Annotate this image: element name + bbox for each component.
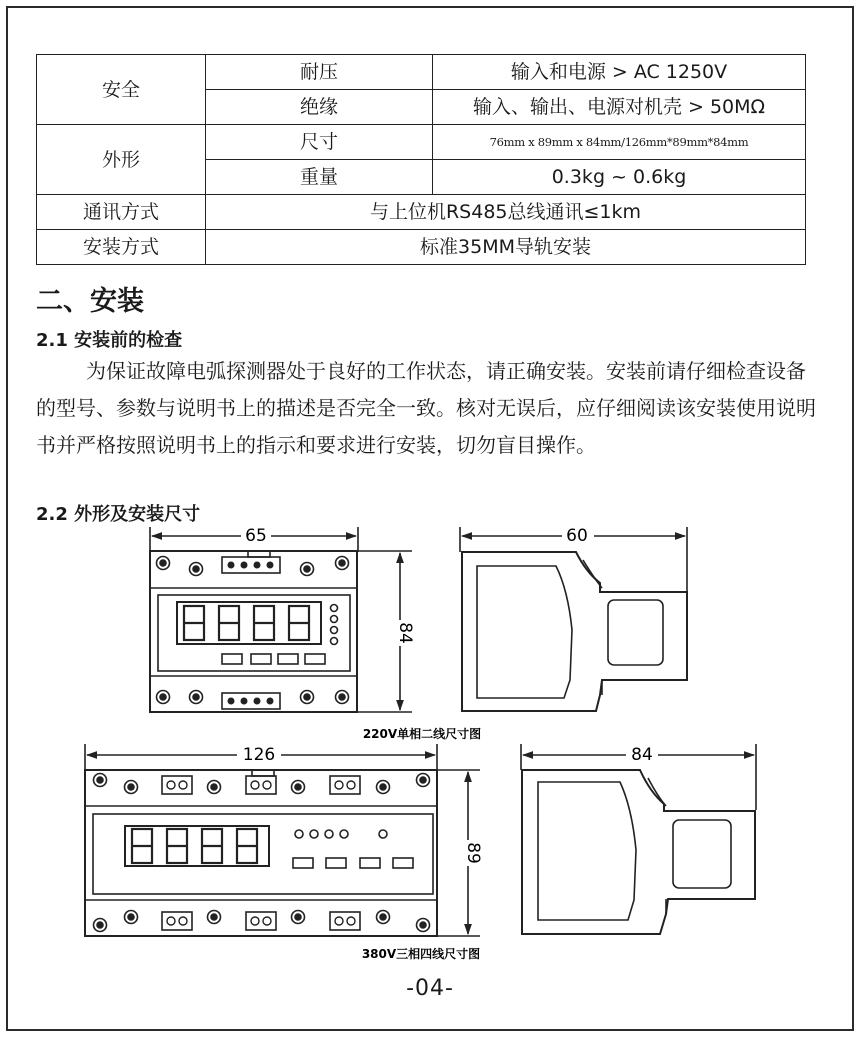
subsection-2-1-title: 2.1 安装前的检查 xyxy=(36,330,183,351)
dim-height-84: 84 xyxy=(395,622,415,644)
page-number: -04- xyxy=(406,976,454,1001)
caption-220v: 220V单相二线尺寸图 xyxy=(362,727,482,741)
install-check-text: 为保证故障电弧探测器处于良好的工作状态，请正确安装。安装前请仔细检查设备的型号、参数与说明书上的描述是否完全一致。核对无误后，应仔细阅读该安装使用说明书并严格按照说明书上的指示和要求进行安装，切勿盲目操作。 xyxy=(36,359,816,457)
withstand-value: 输入和电源 > AC 1250V xyxy=(433,55,806,90)
dim-width-126: 126 xyxy=(242,745,276,765)
caption-380v: 380V三相四线尺寸图 xyxy=(361,947,481,961)
withstand-label: 耐压 xyxy=(206,55,433,90)
comm-value: 与上位机RS485总线通讯≤1km xyxy=(206,195,806,230)
weight-value: 0.3kg ~ 0.6kg xyxy=(433,160,806,195)
dim-side-84: 84 xyxy=(631,745,653,765)
install-label: 安装方式 xyxy=(37,230,206,265)
section-title: 二、安装 xyxy=(36,286,144,317)
insulation-label: 绝缘 xyxy=(206,90,433,125)
diagram-220v-front xyxy=(150,527,412,712)
comm-label: 通讯方式 xyxy=(37,195,206,230)
subsection-2-2-title: 2.2 外形及安装尺寸 xyxy=(36,504,201,525)
insulation-value: 输入、输出、电源对机壳 > 50MΩ xyxy=(433,90,806,125)
diagram-380v-side xyxy=(521,744,756,934)
dim-width-65: 65 xyxy=(245,526,267,546)
size-label: 尺寸 xyxy=(206,125,433,160)
diagram-380v-front xyxy=(85,744,480,936)
size-value: 76mm x 89mm x 84mm/126mm*89mm*84mm xyxy=(433,125,806,160)
dim-side-60: 60 xyxy=(566,526,588,546)
weight-label: 重量 xyxy=(206,160,433,195)
shape-label: 外形 xyxy=(37,125,206,195)
install-value: 标准35MM导轨安装 xyxy=(206,230,806,265)
dim-height-89: 89 xyxy=(463,842,483,864)
diagram-220v-side xyxy=(460,527,687,711)
safety-label: 安全 xyxy=(37,55,206,125)
